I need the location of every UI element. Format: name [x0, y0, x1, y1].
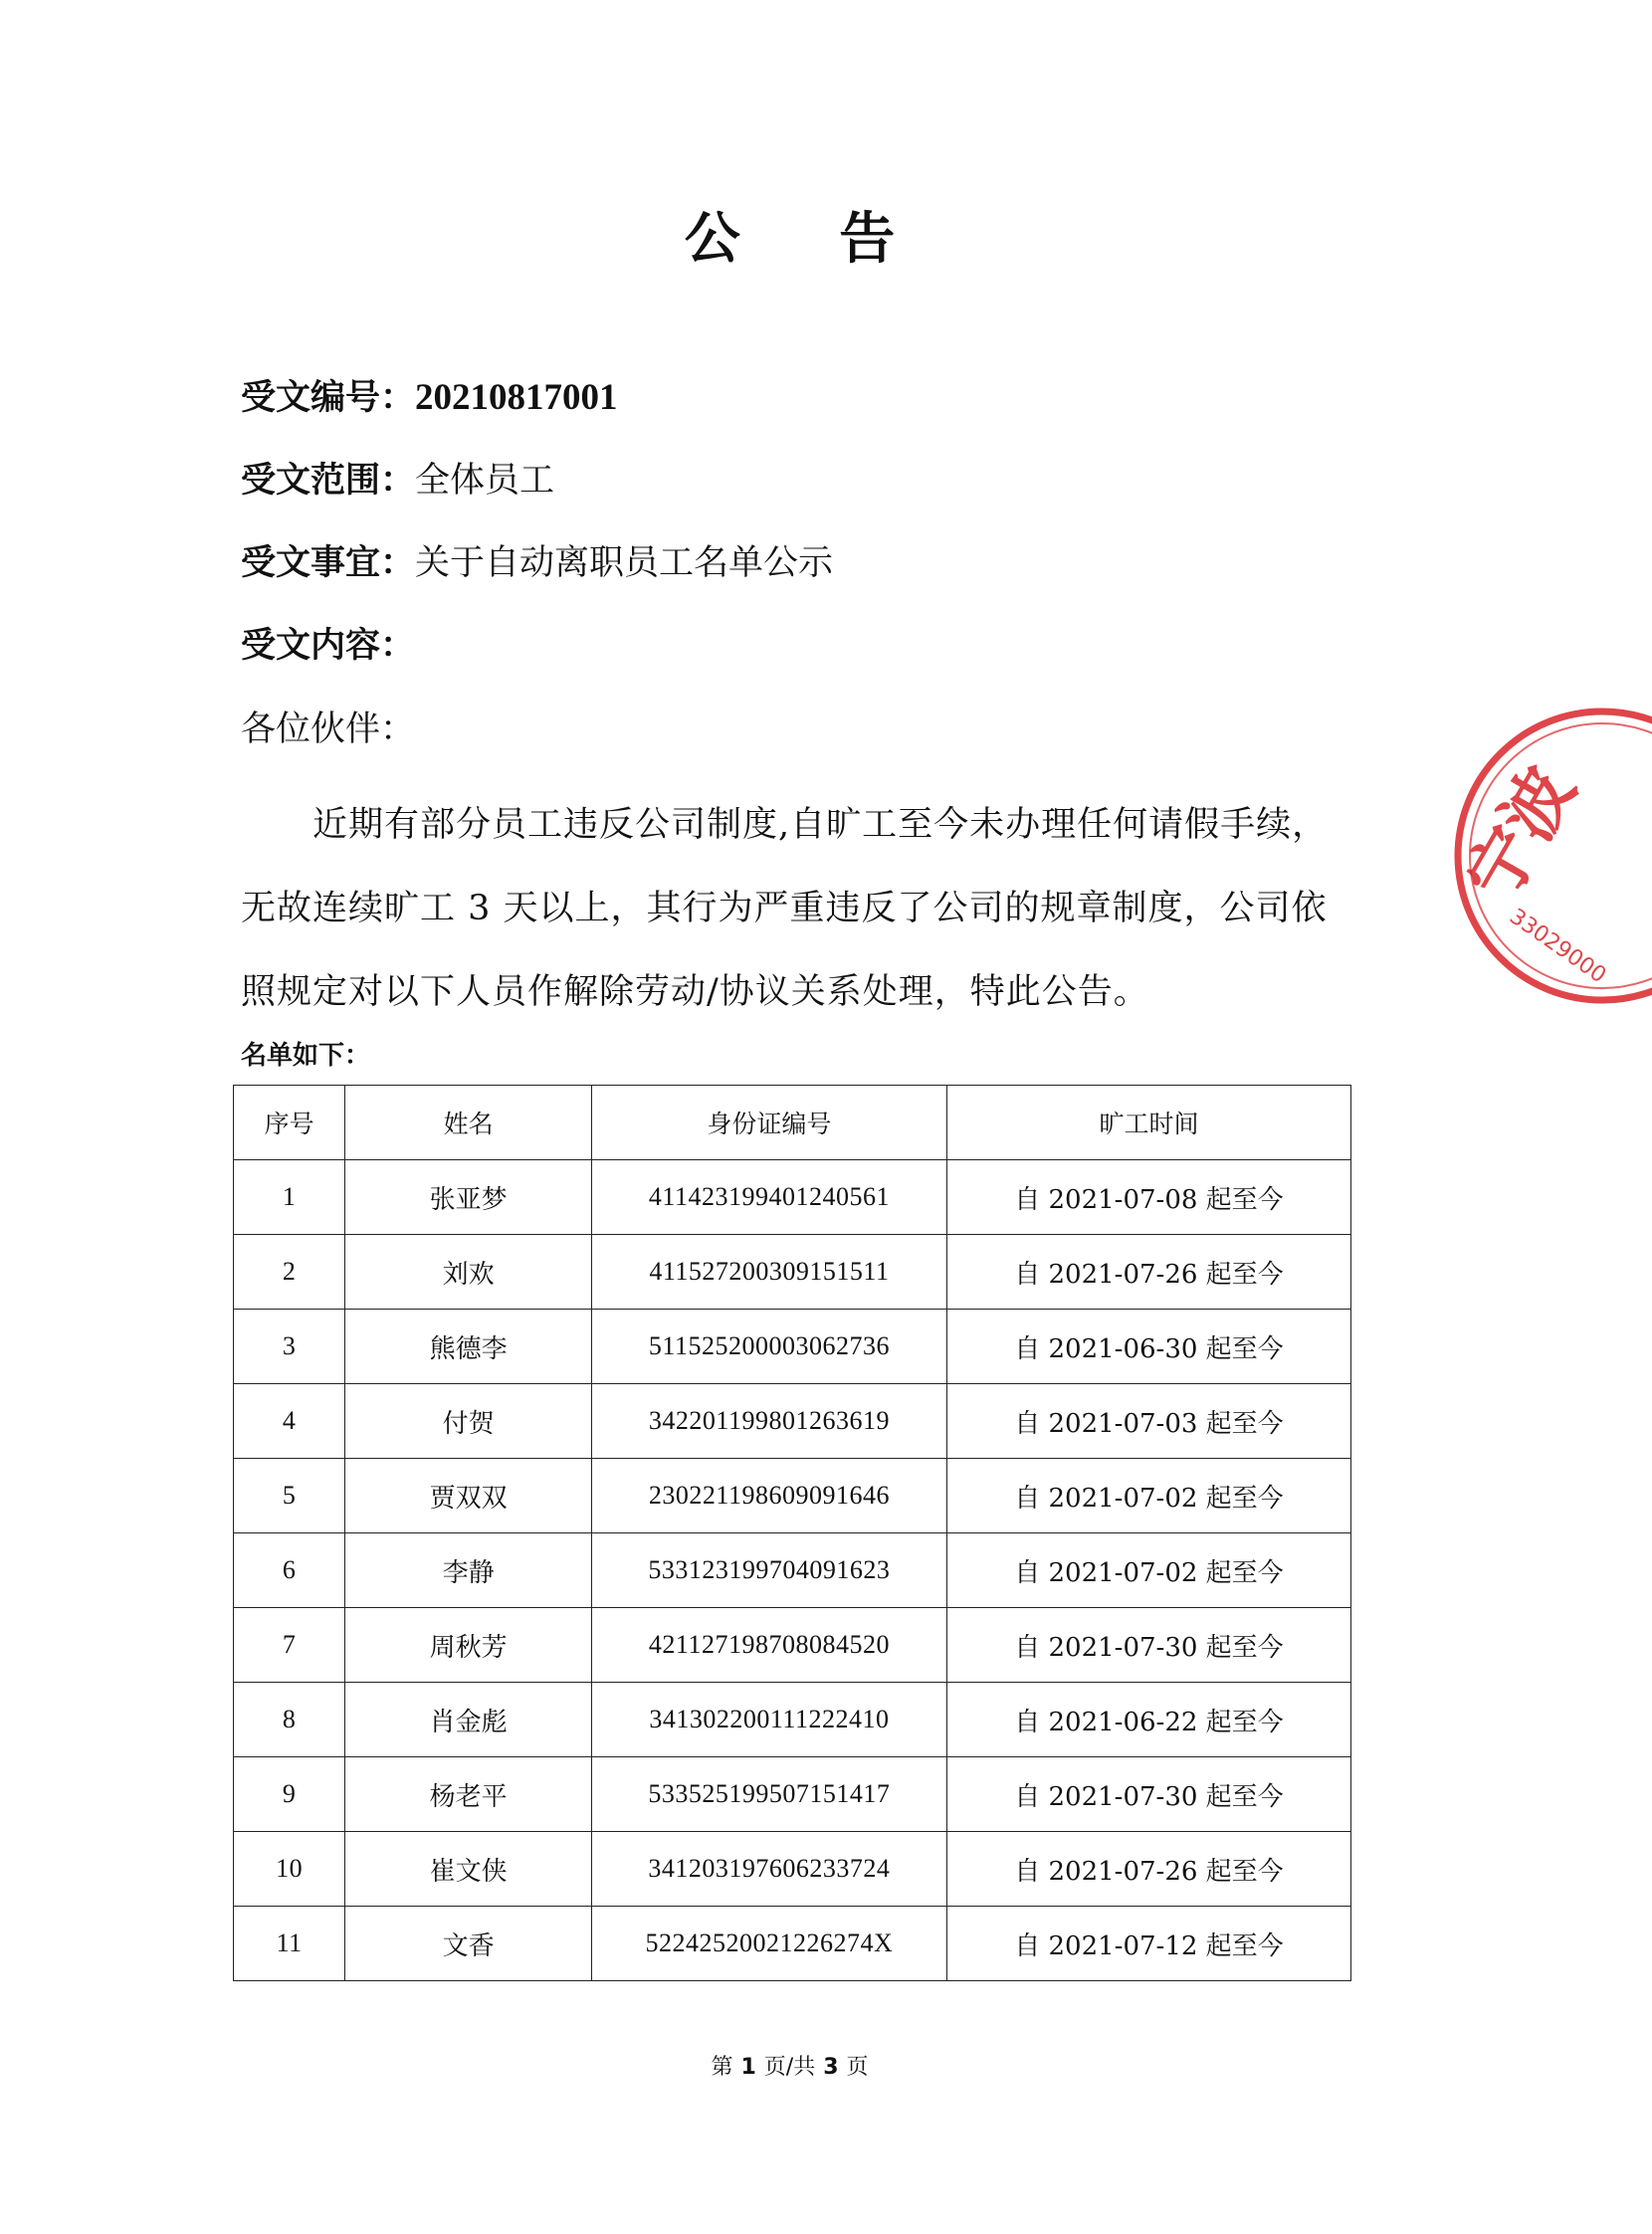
cell-id: 411527200309151511	[591, 1235, 946, 1310]
cell-id: 533525199507151417	[591, 1757, 946, 1832]
footer-middle: 页/共	[763, 2055, 816, 2080]
page-title: 公 告	[684, 207, 935, 272]
table-row	[234, 1459, 1351, 1533]
header-no: 序号	[234, 1086, 345, 1160]
cell-no: 3	[234, 1310, 345, 1384]
table-row	[234, 1757, 1351, 1832]
cell-id: 533123199704091623	[591, 1533, 946, 1608]
doc-number-line	[241, 373, 618, 423]
cell-no: 10	[234, 1832, 345, 1907]
header-name: 姓名	[345, 1086, 592, 1160]
cell-no: 11	[234, 1907, 345, 1981]
cell-id: 511525200003062736	[591, 1310, 946, 1384]
cell-no: 6	[234, 1533, 345, 1608]
cell-name: 张亚梦	[345, 1160, 592, 1235]
doc-scope-value: 全体员工	[415, 461, 555, 501]
cell-no: 1	[234, 1160, 345, 1235]
cell-name: 崔文侠	[345, 1832, 592, 1907]
cell-no: 5	[234, 1459, 345, 1533]
cell-absence: 自 2021-07-30 起至今	[946, 1608, 1350, 1683]
table-row	[234, 1907, 1351, 1981]
cell-id: 341203197606233724	[591, 1832, 946, 1907]
footer-page: 1	[740, 2055, 756, 2080]
cell-no: 4	[234, 1384, 345, 1459]
table-row	[234, 1683, 1351, 1757]
roster-table	[233, 1085, 1351, 1981]
cell-id: 52242520021226274X	[591, 1907, 946, 1981]
table-row	[234, 1235, 1351, 1310]
list-label: 名单如下：	[241, 1041, 371, 1071]
cell-name: 肖金彪	[345, 1683, 592, 1757]
table-row	[234, 1832, 1351, 1907]
cell-absence: 自 2021-07-02 起至今	[946, 1459, 1350, 1533]
body-paragraph: 近期有部分员工违反公司制度,自旷工至今未办理任何请假手续，无故连续旷工 3 天以上，其行为严重违反了公司的规章制度，公司依照规定对以下人员作解除劳动/协议关系处理，特此公告。	[241, 805, 1329, 1012]
cell-name: 杨老平	[345, 1757, 592, 1832]
cell-name: 熊德李	[345, 1310, 592, 1384]
table-row	[234, 1160, 1351, 1235]
doc-number-label: 受文编号：	[241, 378, 416, 418]
doc-subject-label: 受文事宜：	[241, 543, 416, 583]
cell-no: 2	[234, 1235, 345, 1310]
cell-absence: 自 2021-07-02 起至今	[946, 1533, 1350, 1608]
cell-id: 341302200111222410	[591, 1683, 946, 1757]
footer-prefix: 第	[711, 2055, 733, 2080]
cell-id: 421127198708084520	[591, 1608, 946, 1683]
svg-text:33029000: 33029000	[1505, 904, 1611, 989]
footer-total: 3	[823, 2055, 839, 2080]
doc-subject-value: 关于自动离职员工名单公示	[415, 543, 834, 583]
cell-name: 刘欢	[345, 1235, 592, 1310]
cell-name: 付贺	[345, 1384, 592, 1459]
table-row	[234, 1384, 1351, 1459]
doc-scope-label: 受文范围：	[241, 461, 416, 501]
cell-id: 342201199801263619	[591, 1384, 946, 1459]
cell-name: 文香	[345, 1907, 592, 1981]
cell-id: 230221198609091646	[591, 1459, 946, 1533]
cell-name: 贾双双	[345, 1459, 592, 1533]
cell-absence: 自 2021-07-26 起至今	[946, 1235, 1350, 1310]
cell-name: 李静	[345, 1533, 592, 1608]
cell-no: 7	[234, 1608, 345, 1683]
doc-scope-line	[241, 456, 554, 506]
cell-absence: 自 2021-06-22 起至今	[946, 1683, 1350, 1757]
cell-name: 周秋芳	[345, 1608, 592, 1683]
cell-id: 411423199401240561	[591, 1160, 946, 1235]
header-absence: 旷工时间	[946, 1086, 1350, 1160]
doc-content-label: 受文内容：	[241, 626, 416, 666]
cell-absence: 自 2021-07-03 起至今	[946, 1384, 1350, 1459]
company-seal	[1450, 677, 1652, 1035]
header-id: 身份证编号	[591, 1086, 946, 1160]
cell-no: 8	[234, 1683, 345, 1757]
doc-number-value: 20210817001	[415, 377, 618, 418]
table-row	[234, 1608, 1351, 1683]
cell-absence: 自 2021-07-12 起至今	[946, 1907, 1350, 1981]
cell-absence: 自 2021-07-30 起至今	[946, 1757, 1350, 1832]
doc-subject-line	[241, 538, 833, 588]
greeting: 各位伙伴：	[241, 710, 416, 749]
svg-text:宁波: 宁波	[1450, 752, 1591, 914]
page-footer	[0, 2050, 1579, 2081]
doc-content-line	[241, 621, 415, 671]
table-row	[234, 1310, 1351, 1384]
cell-absence: 自 2021-06-30 起至今	[946, 1310, 1350, 1384]
cell-absence: 自 2021-07-08 起至今	[946, 1160, 1350, 1235]
cell-no: 9	[234, 1757, 345, 1832]
table-header-row	[234, 1086, 1351, 1160]
table-row	[234, 1533, 1351, 1608]
cell-absence: 自 2021-07-26 起至今	[946, 1832, 1350, 1907]
footer-suffix: 页	[846, 2055, 869, 2080]
